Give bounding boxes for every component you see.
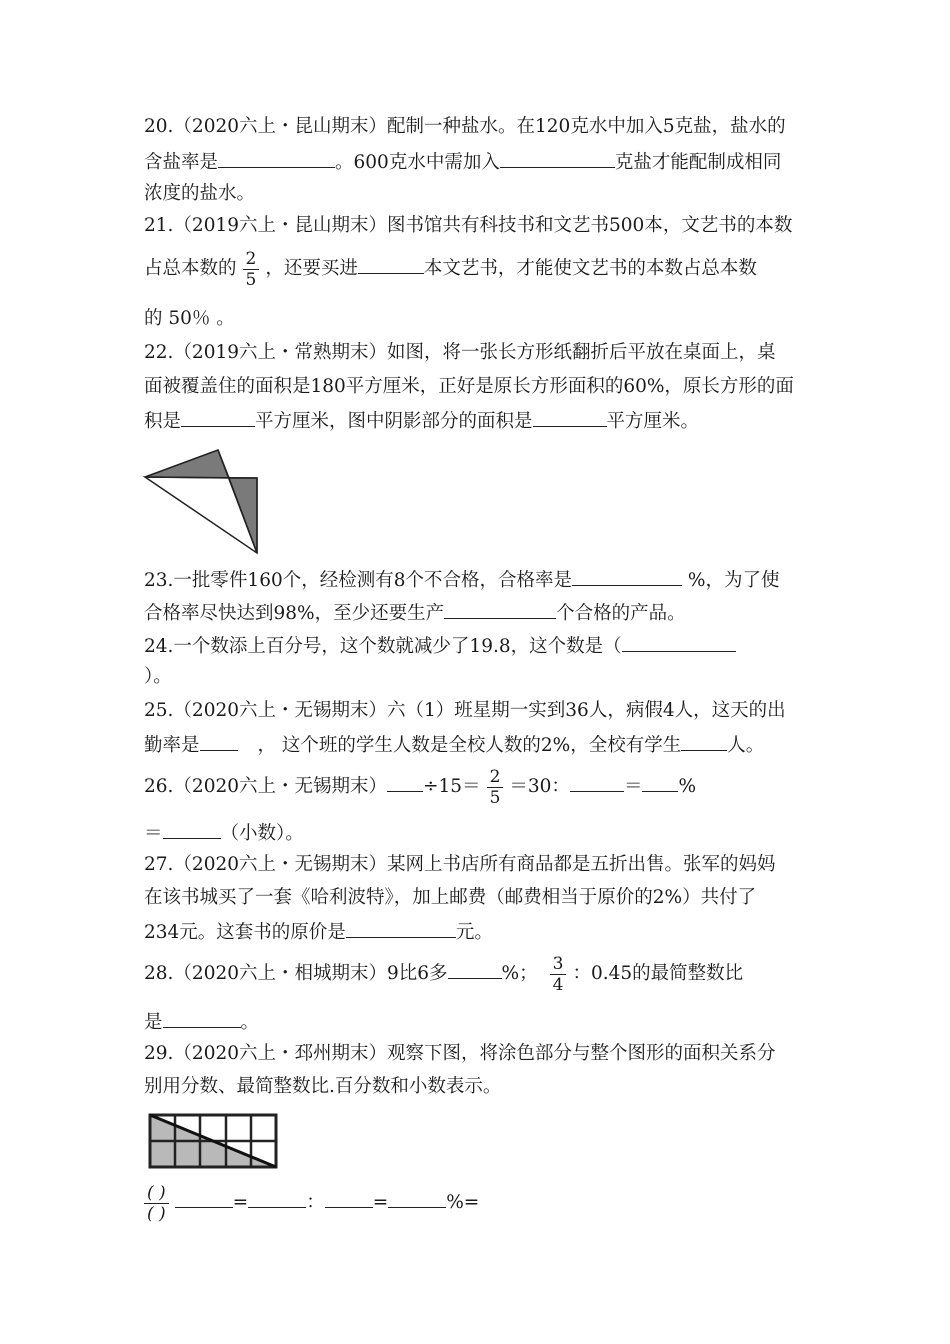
q25-text-c: 人。 xyxy=(727,735,765,756)
q22-blank-1[interactable] xyxy=(181,408,255,427)
q26-blank-1[interactable] xyxy=(387,773,423,792)
q27-line3 xyxy=(144,919,493,945)
q21-blank[interactable] xyxy=(358,255,424,274)
q27-text-b: 元。 xyxy=(455,922,493,943)
q22-line2: 面被覆盖住的面积是180平方厘米，正好是原长方形面积的60%，原长方形的面 xyxy=(144,376,794,397)
q20-line2 xyxy=(144,149,781,175)
q29-eq-2: = xyxy=(372,1192,389,1213)
q28-text-d: 是 xyxy=(144,1012,163,1033)
q22-blank-2[interactable] xyxy=(533,408,607,427)
q23-blank-2[interactable] xyxy=(444,600,556,619)
q29-frac-num[interactable]: ( ) xyxy=(144,1183,169,1204)
q22-line3 xyxy=(144,408,699,434)
q26-text-a: 26.（2020六上・无锡期末） xyxy=(144,776,388,797)
q21-fraction xyxy=(243,249,260,290)
folded-flap-shade xyxy=(145,450,229,478)
q21-frac-num: 2 xyxy=(243,249,260,270)
q28-frac-den: 4 xyxy=(552,974,564,995)
q29-blank-2[interactable] xyxy=(248,1189,306,1208)
q29-blank-3[interactable] xyxy=(325,1189,373,1208)
q28-text-b: %； xyxy=(501,963,538,984)
q24-blank[interactable] xyxy=(622,633,736,652)
q26-frac-num: 2 xyxy=(487,767,504,788)
q21-line2 xyxy=(144,247,757,291)
q25-blank-2[interactable] xyxy=(681,732,727,751)
q28-line1 xyxy=(144,951,743,997)
q20-blank-1[interactable] xyxy=(218,149,335,168)
q26-blank-4[interactable] xyxy=(163,820,221,839)
q25-line1: 25.（2020六上・无锡期末）六（1）班星期一实到36人，病假4人，这天的出 xyxy=(144,700,786,721)
q26-blank-3[interactable] xyxy=(642,773,678,792)
q26-frac-den: 5 xyxy=(489,787,501,808)
q27-line2: 在该书城买了一套《哈利波特》，加上邮费（邮费相当于原价的2%）共付了 xyxy=(144,887,757,908)
q24-line1 xyxy=(144,633,736,659)
q23-text-b: %，为了使 xyxy=(682,570,780,591)
q25-text-a: 勤率是 xyxy=(144,735,200,756)
q22-line1: 22.（2019六上・常熟期末）如图，将一张长方形纸翻折后平放在桌面上，桌 xyxy=(144,342,776,363)
q27-blank[interactable] xyxy=(346,919,456,938)
q28-blank-1[interactable] xyxy=(448,960,502,979)
q28-text-e: 。 xyxy=(240,1012,260,1033)
q26-fraction xyxy=(487,767,504,808)
q27-text-a: 234元。这套书的原价是 xyxy=(144,922,346,943)
q28-fraction xyxy=(550,954,567,995)
q29-pct: %= xyxy=(446,1192,480,1213)
q23-blank-1[interactable] xyxy=(572,567,682,586)
q25-text-b: ， 这个班的学生人数是全校人数的2%，全校有学生 xyxy=(257,735,682,756)
q20-blank-2[interactable] xyxy=(500,149,615,168)
q20-line1: 20.（2020六上・昆山期末）配制一种盐水。在120克水中加入5克盐，盐水的 xyxy=(144,116,786,137)
q20-line3: 浓度的盐水。 xyxy=(144,183,256,204)
q23-line2 xyxy=(144,600,686,626)
q26-text-g: （小数）。 xyxy=(220,823,304,844)
q22-text-a: 积是 xyxy=(144,411,182,432)
q26-text-e: % xyxy=(678,776,697,797)
q27-line1: 27.（2020六上・无锡期末）某网上书店所有商品都是五折出售。张军的妈妈 xyxy=(144,854,776,875)
folded-paper-figure xyxy=(140,446,265,558)
q25-line2 xyxy=(144,732,764,758)
q23-text-a: 23.一批零件160个，经检测有8个不合格，合格率是 xyxy=(144,570,573,591)
q24-text-a: 24.一个数添上百分号，这个数就减少了19.8，这个数是（ xyxy=(144,636,622,657)
q20-text-c: 克盐才能配制成相同 xyxy=(614,152,782,173)
q22-text-c: 平方厘米。 xyxy=(606,411,700,432)
q29-line1: 29.（2020六上・邳州期末）观察下图，将涂色部分与整个图形的面积关系分 xyxy=(144,1043,776,1064)
q29-blank-4[interactable] xyxy=(388,1189,446,1208)
q21-line3: 的 50％ 。 xyxy=(144,308,235,329)
q28-text-c: ：0.45的最简整数比 xyxy=(572,963,744,984)
q26-text-d: ＝ xyxy=(623,776,643,797)
q26-text-f: ＝ xyxy=(144,823,163,844)
q26-line2 xyxy=(144,820,304,846)
q23-line1 xyxy=(144,567,779,593)
q26-text-c: ＝30： xyxy=(509,776,570,797)
q21-text-a: 占总本数的 xyxy=(144,258,237,279)
q29-colon: ： xyxy=(306,1192,325,1213)
q25-blank-1[interactable] xyxy=(200,732,238,751)
q21-line1: 21.（2019六上・昆山期末）图书馆共有科技书和文艺书500本，文艺书的本数 xyxy=(144,215,793,236)
q21-text-c: 本文艺书，才能使文艺书的本数占总本数 xyxy=(423,258,757,279)
q29-blank-1[interactable] xyxy=(175,1189,233,1208)
q28-line2 xyxy=(144,1009,259,1035)
q22-text-b: 平方厘米，图中阴影部分的面积是 xyxy=(255,411,533,432)
q29-fraction xyxy=(144,1183,169,1224)
grid-figure xyxy=(146,1111,280,1171)
q28-text-a: 28.（2020六上・相城期末）9比6多 xyxy=(144,963,448,984)
q29-line2: 别用分数、最简整数比.百分数和小数表示。 xyxy=(144,1076,502,1097)
q29-answer-line xyxy=(144,1180,479,1226)
q29-eq-1: = xyxy=(232,1192,249,1213)
q23-text-c: 合格率尽快达到98%，至少还要生产 xyxy=(144,603,445,624)
q20-text-a: 含盐率是 xyxy=(144,152,219,173)
q21-text-b: ，还要买进 xyxy=(265,258,358,279)
q20-text-b: 。600克水中需加入 xyxy=(335,152,500,173)
q26-text-b: ÷15＝ xyxy=(423,776,481,797)
q26-blank-2[interactable] xyxy=(570,773,624,792)
q29-frac-den[interactable]: ( ) xyxy=(147,1203,166,1224)
q23-text-d: 个合格的产品。 xyxy=(556,603,686,624)
q28-blank-2[interactable] xyxy=(163,1009,241,1028)
q21-frac-den: 5 xyxy=(245,269,257,290)
q24-line2: ）。 xyxy=(144,666,172,687)
q28-frac-num: 3 xyxy=(550,954,567,975)
q26-line1 xyxy=(144,764,696,810)
